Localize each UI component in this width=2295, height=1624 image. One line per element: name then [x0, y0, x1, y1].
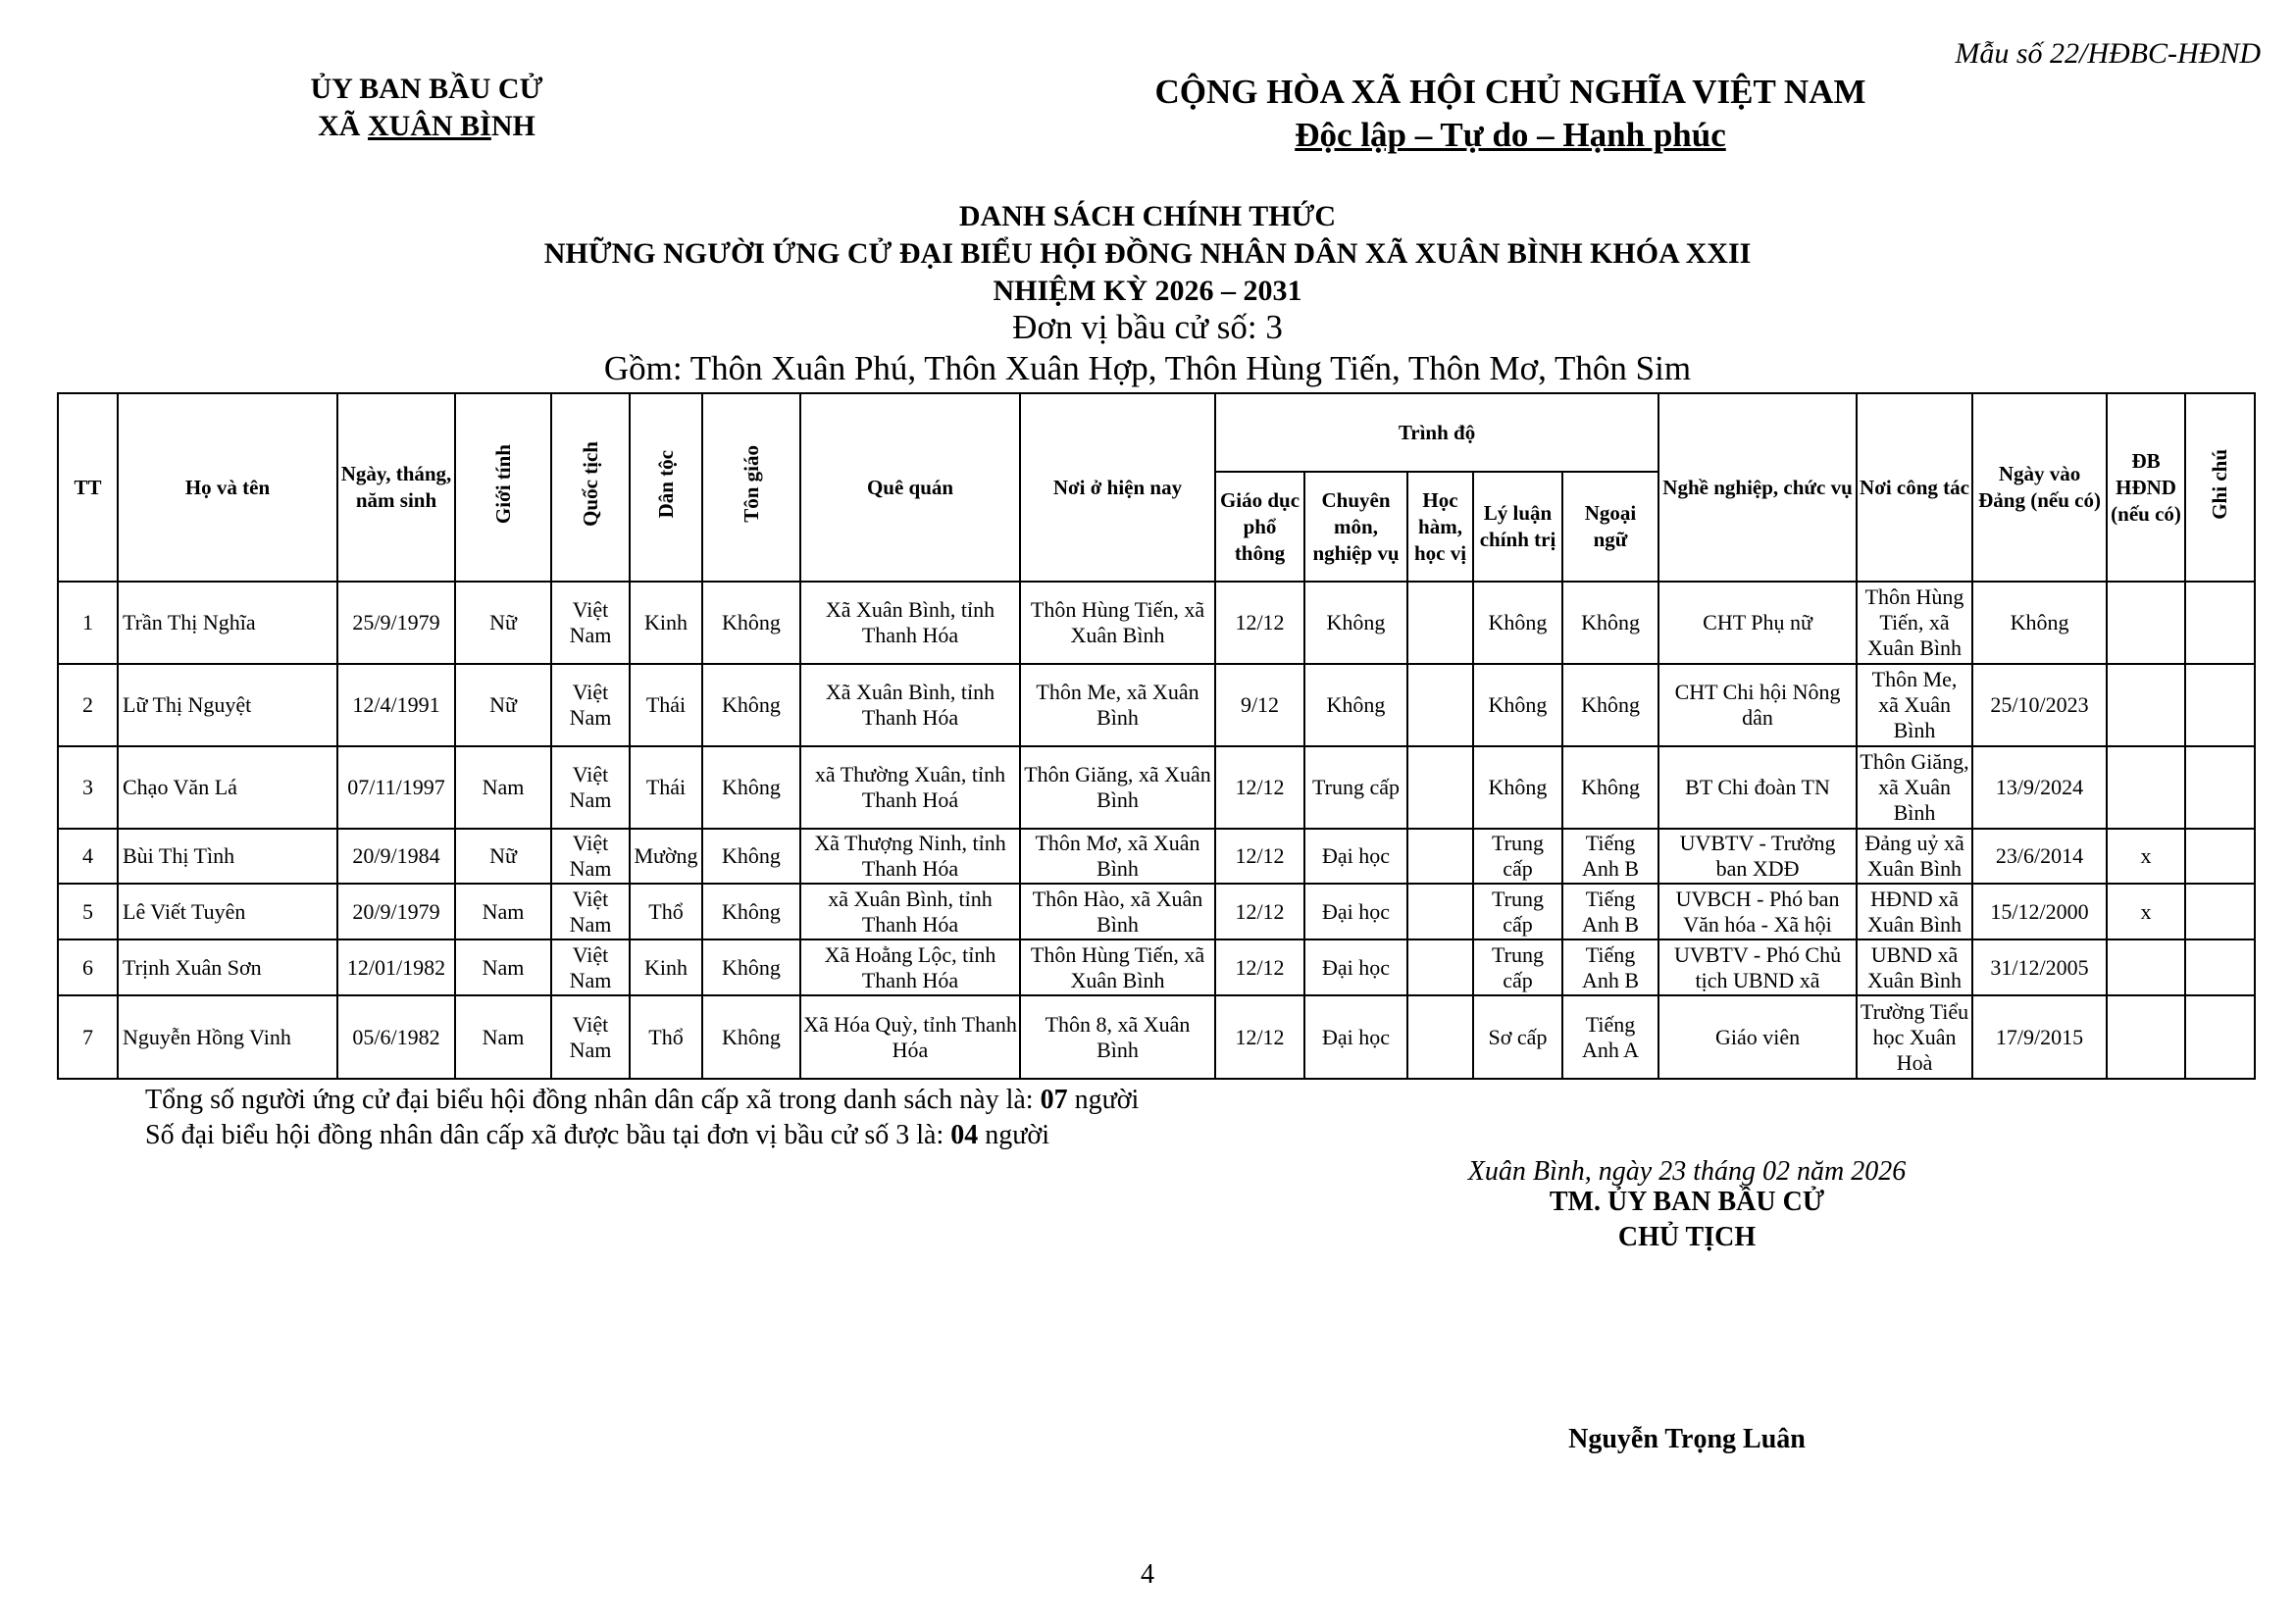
cell-name: Nguyễn Hồng Vinh	[118, 995, 337, 1079]
cell-note	[2185, 829, 2255, 884]
candidate-rows	[58, 582, 2255, 1079]
header-nationality-text: Quốc tịch	[578, 441, 602, 527]
cell-hdnd-delegate	[2107, 582, 2185, 664]
cell-hometown: Xã Xuân Bình, tỉnh Thanh Hóa	[800, 582, 1020, 664]
cell-nationality: Việt Nam	[551, 884, 630, 939]
cell-occupation: UVBTV - Trưởng ban XDĐ	[1658, 829, 1857, 884]
header-occupation: Nghề nghiệp, chức vụ	[1658, 393, 1857, 582]
cell-workplace: HĐND xã Xuân Bình	[1857, 884, 1972, 939]
cell-general-edu: 12/12	[1215, 829, 1304, 884]
form-number: Mẫu số 22/HĐBC-HĐND	[1955, 37, 2261, 70]
cell-dob: 20/9/1979	[337, 884, 455, 939]
cell-religion: Không	[702, 939, 800, 995]
authority-suffix: NH	[490, 110, 536, 142]
header-workplace: Nơi công tác	[1857, 393, 1972, 582]
header-foreign-language: Ngoại ngữ	[1562, 472, 1658, 582]
cell-religion: Không	[702, 829, 800, 884]
cell-ethnicity: Kinh	[630, 939, 702, 995]
cell-nationality: Việt Nam	[551, 664, 630, 746]
cell-foreign-language: Tiếng Anh B	[1562, 884, 1658, 939]
cell-hometown: xã Xuân Bình, tỉnh Thanh Hóa	[800, 884, 1020, 939]
cell-dob: 20/9/1984	[337, 829, 455, 884]
cell-political-theory: Trung cấp	[1473, 829, 1562, 884]
cell-occupation: UVBCH - Phó ban Văn hóa - Xã hội	[1658, 884, 1857, 939]
header-party-date: Ngày vào Đảng (nếu có)	[1972, 393, 2107, 582]
cell-workplace: Trường Tiểu học Xuân Hoà	[1857, 995, 1972, 1079]
cell-specialty: Đại học	[1304, 829, 1407, 884]
cell-specialty: Không	[1304, 664, 1407, 746]
cell-occupation: CHT Phụ nữ	[1658, 582, 1857, 664]
header-hometown: Quê quán	[800, 393, 1020, 582]
cell-academic-title	[1407, 746, 1473, 829]
cell-religion: Không	[702, 664, 800, 746]
cell-foreign-language: Tiếng Anh B	[1562, 939, 1658, 995]
header-note-text: Ghi chú	[2208, 448, 2232, 520]
cell-party-date: 17/9/2015	[1972, 995, 2107, 1079]
national-name: CỘNG HÒA XÃ HỘI CHỦ NGHĨA VIỆT NAM	[1154, 73, 1866, 111]
cell-political-theory: Không	[1473, 664, 1562, 746]
header-note	[2185, 393, 2255, 582]
cell-academic-title	[1407, 582, 1473, 664]
national-heading	[1098, 71, 1922, 157]
cell-party-date: 13/9/2024	[1972, 746, 2107, 829]
cell-hdnd-delegate: x	[2107, 829, 2185, 884]
electoral-unit-areas: Gồm: Thôn Xuân Phú, Thôn Xuân Hợp, Thôn Hùng Tiến, Thôn Mơ, Thôn Sim	[603, 349, 1692, 387]
cell-nationality: Việt Nam	[551, 829, 630, 884]
cell-specialty: Trung cấp	[1304, 746, 1407, 829]
cell-specialty: Không	[1304, 582, 1407, 664]
cell-hometown: Xã Hoằng Lộc, tỉnh Thanh Hóa	[800, 939, 1020, 995]
cell-gender: Nữ	[455, 829, 551, 884]
cell-name: Lê Viết Tuyên	[118, 884, 337, 939]
cell-political-theory: Không	[1473, 746, 1562, 829]
cell-gender: Nữ	[455, 664, 551, 746]
cell-nationality: Việt Nam	[551, 995, 630, 1079]
header-hdnd-delegate: ĐB HĐND (nếu có)	[2107, 393, 2185, 582]
cell-general-edu: 12/12	[1215, 746, 1304, 829]
cell-ethnicity: Thái	[630, 746, 702, 829]
header-religion-text: Tôn giáo	[739, 445, 763, 523]
header-nationality	[551, 393, 630, 582]
cell-residence: Thôn Me, xã Xuân Bình	[1020, 664, 1215, 746]
cell-workplace: UBND xã Xuân Bình	[1857, 939, 1972, 995]
header-ethnicity	[630, 393, 702, 582]
cell-note	[2185, 995, 2255, 1079]
cell-hdnd-delegate	[2107, 939, 2185, 995]
authority-prefix: XÃ	[318, 110, 368, 142]
cell-ethnicity: Thái	[630, 664, 702, 746]
header-dob: Ngày, tháng, năm sinh	[337, 393, 455, 582]
cell-ethnicity: Kinh	[630, 582, 702, 664]
cell-academic-title	[1407, 884, 1473, 939]
signature-position: CHỦ TỊCH	[1617, 1222, 1757, 1252]
cell-hometown: Xã Hóa Quỳ, tỉnh Thanh Hóa	[800, 995, 1020, 1079]
summary-elected-text: Số đại biểu hội đồng nhân dân cấp xã được bầu tại đơn vị bầu cử số 3 là:	[145, 1120, 951, 1150]
cell-tt: 7	[58, 995, 118, 1079]
cell-tt: 4	[58, 829, 118, 884]
page-number: 4	[1141, 1559, 1154, 1590]
cell-workplace: Thôn Hùng Tiến, xã Xuân Bình	[1857, 582, 1972, 664]
cell-party-date: 15/12/2000	[1972, 884, 2107, 939]
cell-residence: Thôn Hùng Tiến, xã Xuân Bình	[1020, 939, 1215, 995]
cell-dob: 25/9/1979	[337, 582, 455, 664]
cell-ethnicity: Thổ	[630, 995, 702, 1079]
cell-gender: Nam	[455, 746, 551, 829]
issuing-authority	[245, 71, 608, 145]
cell-foreign-language: Không	[1562, 664, 1658, 746]
cell-academic-title	[1407, 939, 1473, 995]
cell-note	[2185, 746, 2255, 829]
cell-specialty: Đại học	[1304, 939, 1407, 995]
authority-line2	[245, 108, 608, 145]
electoral-unit: Đơn vị bầu cử số: 3	[1012, 308, 1283, 346]
cell-academic-title	[1407, 995, 1473, 1079]
signature-on-behalf: TM. ỦY BAN BẦU CỬ	[1549, 1187, 1825, 1217]
table-row	[58, 664, 2255, 746]
cell-general-edu: 12/12	[1215, 884, 1304, 939]
cell-hdnd-delegate: x	[2107, 884, 2185, 939]
cell-workplace: Thôn Me, xã Xuân Bình	[1857, 664, 1972, 746]
cell-party-date: 23/6/2014	[1972, 829, 2107, 884]
header-general-edu: Giáo dục phổ thông	[1215, 472, 1304, 582]
cell-hdnd-delegate	[2107, 995, 2185, 1079]
table-row	[58, 939, 2255, 995]
cell-hometown: Xã Xuân Bình, tỉnh Thanh Hóa	[800, 664, 1020, 746]
cell-note	[2185, 582, 2255, 664]
cell-nationality: Việt Nam	[551, 582, 630, 664]
cell-foreign-language: Không	[1562, 746, 1658, 829]
header-ethnicity-text: Dân tộc	[653, 449, 678, 519]
cell-party-date: Không	[1972, 582, 2107, 664]
cell-occupation: BT Chi đoàn TN	[1658, 746, 1857, 829]
cell-religion: Không	[702, 582, 800, 664]
cell-ethnicity: Thổ	[630, 884, 702, 939]
cell-party-date: 25/10/2023	[1972, 664, 2107, 746]
cell-tt: 1	[58, 582, 118, 664]
cell-gender: Nam	[455, 939, 551, 995]
cell-dob: 07/11/1997	[337, 746, 455, 829]
table-row	[58, 582, 2255, 664]
table-row	[58, 829, 2255, 884]
cell-workplace: Đảng uỷ xã Xuân Bình	[1857, 829, 1972, 884]
cell-residence: Thôn Giăng, xã Xuân Bình	[1020, 746, 1215, 829]
cell-residence: Thôn Mơ, xã Xuân Bình	[1020, 829, 1215, 884]
cell-dob: 05/6/1982	[337, 995, 455, 1079]
header-religion	[702, 393, 800, 582]
cell-religion: Không	[702, 746, 800, 829]
national-motto: Độc lập – Tự do – Hạnh phúc	[1295, 116, 1726, 154]
doc-title-3: NHIỆM KỲ 2026 – 2031	[993, 275, 1302, 307]
cell-residence: Thôn 8, xã Xuân Bình	[1020, 995, 1215, 1079]
summary-elected-value: 04	[950, 1120, 979, 1150]
cell-general-edu: 12/12	[1215, 582, 1304, 664]
cell-name: Lữ Thị Nguyệt	[118, 664, 337, 746]
cell-name: Trần Thị Nghĩa	[118, 582, 337, 664]
cell-occupation: CHT Chi hội Nông dân	[1658, 664, 1857, 746]
cell-dob: 12/4/1991	[337, 664, 455, 746]
cell-foreign-language: Tiếng Anh B	[1562, 829, 1658, 884]
header-academic-title: Học hàm, học vị	[1407, 472, 1473, 582]
place-date: Xuân Bình, ngày 23 tháng 02 năm 2026	[1467, 1156, 1907, 1187]
header-tt: TT	[58, 393, 118, 582]
cell-party-date: 31/12/2005	[1972, 939, 2107, 995]
cell-tt: 6	[58, 939, 118, 995]
cell-religion: Không	[702, 995, 800, 1079]
cell-political-theory: Trung cấp	[1473, 939, 1562, 995]
cell-academic-title	[1407, 829, 1473, 884]
cell-general-edu: 12/12	[1215, 939, 1304, 995]
header-name: Họ và tên	[118, 393, 337, 582]
cell-specialty: Đại học	[1304, 995, 1407, 1079]
cell-workplace: Thôn Giăng, xã Xuân Bình	[1857, 746, 1972, 829]
signer-name: Nguyễn Trọng Luân	[1568, 1424, 1806, 1454]
cell-nationality: Việt Nam	[551, 746, 630, 829]
summary-total-unit: người	[1067, 1085, 1140, 1115]
doc-title-2: NHỮNG NGƯỜI ỨNG CỬ ĐẠI BIỂU HỘI ĐỒNG NHÂN DÂN XÃ XUÂN BÌNH KHÓA XXII	[543, 237, 1752, 270]
header-specialty: Chuyên môn, nghiệp vụ	[1304, 472, 1407, 582]
candidate-table	[57, 392, 2256, 1080]
header-education-group: Trình độ	[1215, 393, 1658, 472]
cell-residence: Thôn Hào, xã Xuân Bình	[1020, 884, 1215, 939]
header-gender-text: Giới tính	[490, 443, 515, 525]
table-row	[58, 746, 2255, 829]
cell-note	[2185, 939, 2255, 995]
summary-elected-unit: người	[978, 1120, 1049, 1150]
cell-note	[2185, 664, 2255, 746]
cell-general-edu: 9/12	[1215, 664, 1304, 746]
header-political-theory: Lý luận chính trị	[1473, 472, 1562, 582]
cell-political-theory: Không	[1473, 582, 1562, 664]
header-gender	[455, 393, 551, 582]
cell-foreign-language: Không	[1562, 582, 1658, 664]
authority-line1: ỦY BAN BẦU CỬ	[310, 73, 543, 105]
header-residence: Nơi ở hiện nay	[1020, 393, 1215, 582]
table-row	[58, 884, 2255, 939]
cell-foreign-language: Tiếng Anh A	[1562, 995, 1658, 1079]
cell-name: Bùi Thị Tình	[118, 829, 337, 884]
cell-tt: 3	[58, 746, 118, 829]
cell-hometown: xã Thường Xuân, tỉnh Thanh Hoá	[800, 746, 1020, 829]
cell-occupation: Giáo viên	[1658, 995, 1857, 1079]
cell-hdnd-delegate	[2107, 746, 2185, 829]
cell-political-theory: Sơ cấp	[1473, 995, 1562, 1079]
cell-gender: Nữ	[455, 582, 551, 664]
authority-underlined: XUÂN BÌ	[367, 110, 491, 142]
cell-hometown: Xã Thượng Ninh, tỉnh Thanh Hóa	[800, 829, 1020, 884]
table-row	[58, 995, 2255, 1079]
cell-religion: Không	[702, 884, 800, 939]
cell-ethnicity: Mường	[630, 829, 702, 884]
cell-note	[2185, 884, 2255, 939]
cell-gender: Nam	[455, 884, 551, 939]
cell-name: Chạo Văn Lá	[118, 746, 337, 829]
cell-general-edu: 12/12	[1215, 995, 1304, 1079]
cell-residence: Thôn Hùng Tiến, xã Xuân Bình	[1020, 582, 1215, 664]
cell-specialty: Đại học	[1304, 884, 1407, 939]
cell-tt: 5	[58, 884, 118, 939]
doc-title-1: DANH SÁCH CHÍNH THỨC	[958, 200, 1337, 232]
cell-political-theory: Trung cấp	[1473, 884, 1562, 939]
cell-gender: Nam	[455, 995, 551, 1079]
summary-total-text: Tổng số người ứng cử đại biểu hội đồng nhân dân cấp xã trong danh sách này là:	[145, 1085, 1041, 1115]
summary-total	[145, 1084, 1139, 1117]
summary-total-value: 07	[1040, 1085, 1068, 1115]
cell-academic-title	[1407, 664, 1473, 746]
cell-nationality: Việt Nam	[551, 939, 630, 995]
cell-name: Trịnh Xuân Sơn	[118, 939, 337, 995]
summary-elected	[145, 1119, 1049, 1152]
cell-tt: 2	[58, 664, 118, 746]
cell-dob: 12/01/1982	[337, 939, 455, 995]
cell-hdnd-delegate	[2107, 664, 2185, 746]
cell-occupation: UVBTV - Phó Chủ tịch UBND xã	[1658, 939, 1857, 995]
